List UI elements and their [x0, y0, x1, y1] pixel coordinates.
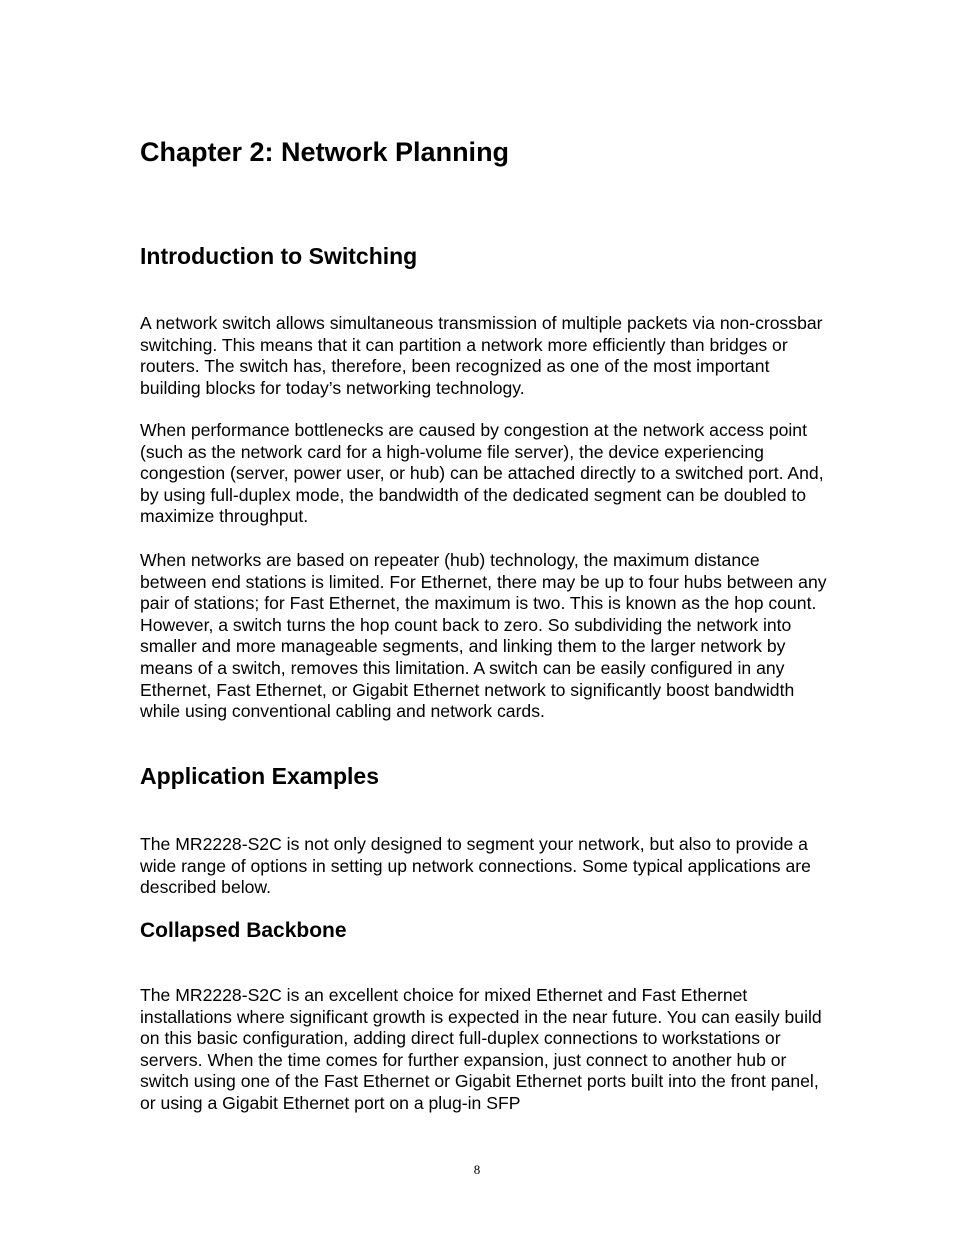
backbone-paragraph-1: The MR2228-S2C is an excellent choice for mixed Ethernet and Fast Ethernet installations where significant growth is expected in the near future. You can easily build on this basic configuration, adding direct full-duplex connections to workstations or servers. When the time comes for further expansion, just connect to another hub or switch using one of the Fast Ethernet or Gigabit Ethernet ports built into the front panel, or using a Gigabit Ethernet port on a plug-in SFP — [140, 985, 822, 1113]
intro-paragraph-1: A network switch allows simultaneous transmission of multiple packets via non-crossbar switching. This means that it can partition a network more efficiently than bridges or routers. The switch has, therefore, been recognized as one of the most important building blocks for today’s networking technology. — [140, 313, 823, 398]
intro-paragraph-2: When performance bottlenecks are caused by congestion at the network access point (such as the network card for a high-volume file server), the device experiencing congestion (server, power user, or hub) can be attached directly to a switched port. And, by using full-duplex mode, the bandwidth of the dedicated segment can be doubled to maximize throughput. — [140, 420, 824, 527]
section-heading-application-examples: Application Examples — [140, 763, 380, 789]
applications-paragraph-1: The MR2228-S2C is not only designed to segment your network, but also to provide a wide range of options in setting up network connections. Some typical applications are described below. — [140, 834, 811, 898]
intro-paragraph-3: When networks are based on repeater (hub) technology, the maximum distance between end stations is limited. For Ethernet, there may be up to four hubs between any pair of stations; for Fast Ethernet, the maximum is two. This is known as the hop count. However, a switch turns the hop count back to zero. So subdividing the network into smaller and more manageable segments, and linking them to the larger network by means of a switch, removes this limitation. A switch can be easily configured in any Ethernet, Fast Ethernet, or Gigabit Ethernet network to significantly boost bandwidth while using conventional cabling and network cards. — [140, 550, 827, 722]
chapter-title: Chapter 2: Network Planning — [140, 137, 510, 167]
subsection-heading-collapsed-backbone: Collapsed Backbone — [140, 919, 347, 942]
section-heading-introduction: Introduction to Switching — [140, 243, 418, 269]
page-number: 8 — [473, 1162, 481, 1177]
